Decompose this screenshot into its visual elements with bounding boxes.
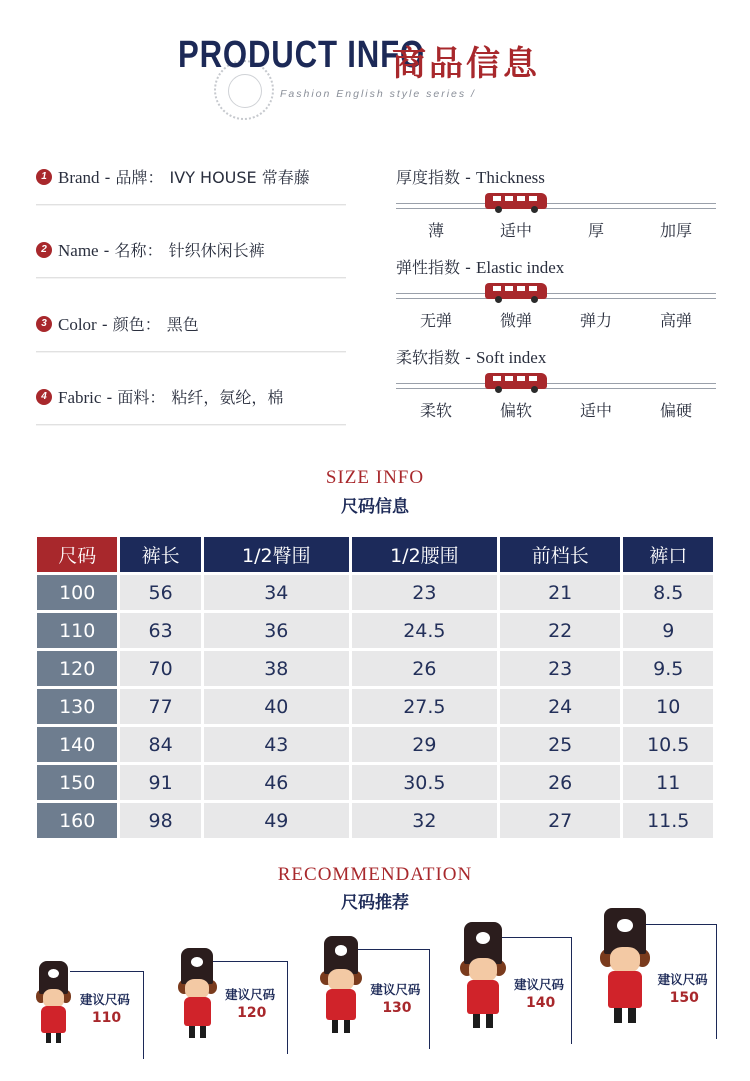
table-cell: 23 bbox=[352, 575, 497, 610]
page-subtitle: Fashion English style series / bbox=[280, 88, 476, 100]
number-badge: 2 bbox=[36, 242, 52, 258]
column-header: 1/2臀围 bbox=[204, 537, 349, 572]
table-cell: 46 bbox=[204, 765, 349, 800]
table-cell: 29 bbox=[352, 727, 497, 762]
suggest-size-label: 建议尺码 bbox=[225, 987, 276, 1002]
size-info-title-cn: 尺码信息 bbox=[341, 497, 409, 517]
info-label-cn: 品牌 bbox=[115, 168, 148, 187]
info-label-en: Color bbox=[58, 315, 97, 334]
table-cell: 26 bbox=[500, 765, 621, 800]
page-title-cn: 商品信息 bbox=[392, 44, 540, 84]
table-cell: 10 bbox=[623, 689, 713, 724]
table-cell: 56 bbox=[120, 575, 200, 610]
table-cell: 100 bbox=[37, 575, 117, 610]
table-cell: 49 bbox=[204, 803, 349, 838]
table-cell: 70 bbox=[120, 651, 200, 686]
elastic-scale bbox=[396, 293, 716, 299]
info-label-en: Brand bbox=[58, 168, 100, 187]
table-cell: 11.5 bbox=[623, 803, 713, 838]
info-value: 粘纤，氨纶，棉 bbox=[171, 388, 284, 407]
table-cell: 91 bbox=[120, 765, 200, 800]
soft-title: 柔软指数 - Soft index bbox=[396, 348, 547, 367]
suggest-size-value: 120 bbox=[237, 1005, 267, 1021]
recommendation-title: RECOMMENDATION bbox=[277, 864, 473, 885]
guard-figure-icon bbox=[318, 936, 364, 1035]
column-header: 裤口 bbox=[623, 537, 713, 572]
size-info-title: SIZE INFO bbox=[325, 467, 425, 488]
suggest-size-value: 130 bbox=[382, 1000, 412, 1016]
option-label: 薄 bbox=[427, 221, 444, 240]
size-table bbox=[34, 534, 716, 841]
table-cell: 26 bbox=[352, 651, 497, 686]
option-label: 适中 bbox=[499, 221, 532, 240]
number-badge: 3 bbox=[36, 316, 52, 332]
table-cell: 40 bbox=[204, 689, 349, 724]
guard-figure-icon bbox=[598, 908, 652, 1025]
table-cell: 150 bbox=[37, 765, 117, 800]
table-cell: 38 bbox=[204, 651, 349, 686]
option-label: 偏硬 bbox=[659, 401, 692, 420]
column-header: 裤长 bbox=[120, 537, 200, 572]
table-cell: 9 bbox=[623, 613, 713, 648]
suggest-size-label: 建议尺码 bbox=[370, 982, 421, 997]
bus-marker-icon bbox=[485, 373, 547, 389]
thickness-title: 厚度指数 - Thickness bbox=[396, 168, 545, 187]
table-cell: 30.5 bbox=[352, 765, 497, 800]
recommendation-title-cn: 尺码推荐 bbox=[341, 893, 409, 913]
elastic-title: 弹性指数 - Elastic index bbox=[396, 258, 565, 277]
table-cell: 24 bbox=[500, 689, 621, 724]
option-label: 无弹 bbox=[419, 311, 452, 330]
info-value: 黑色 bbox=[166, 315, 199, 334]
info-label-cn: 名称 bbox=[114, 241, 147, 260]
table-cell: 130 bbox=[37, 689, 117, 724]
info-label-en: Fabric bbox=[58, 388, 102, 407]
bus-marker-icon bbox=[485, 193, 547, 209]
guard-figure-icon bbox=[176, 948, 219, 1040]
option-label: 厚 bbox=[587, 221, 604, 240]
table-cell: 21 bbox=[500, 575, 621, 610]
info-label-cn: 颜色 bbox=[112, 315, 145, 334]
option-label: 高弹 bbox=[659, 311, 692, 330]
suggest-size-value: 150 bbox=[669, 990, 699, 1006]
table-cell: 77 bbox=[120, 689, 200, 724]
table-row bbox=[37, 651, 713, 686]
table-cell: 9.5 bbox=[623, 651, 713, 686]
table-cell: 84 bbox=[120, 727, 200, 762]
bus-marker-icon bbox=[485, 283, 547, 299]
table-cell: 110 bbox=[37, 613, 117, 648]
suggest-size-label: 建议尺码 bbox=[79, 992, 130, 1007]
info-color: 3 Color - 颜色： 黑色 bbox=[36, 312, 346, 352]
column-header: 尺码 bbox=[37, 537, 117, 572]
table-row bbox=[37, 727, 713, 762]
table-cell: 160 bbox=[37, 803, 117, 838]
soft-scale bbox=[396, 383, 716, 389]
table-row bbox=[37, 613, 713, 648]
number-badge: 1 bbox=[36, 169, 52, 185]
table-cell: 27.5 bbox=[352, 689, 497, 724]
suggest-size-label: 建议尺码 bbox=[514, 977, 565, 992]
info-name: 2 Name - 名称： 针织休闲长裤 bbox=[36, 238, 346, 278]
info-label-cn: 面料 bbox=[117, 388, 150, 407]
table-row bbox=[37, 689, 713, 724]
table-cell: 10.5 bbox=[623, 727, 713, 762]
table-cell: 36 bbox=[204, 613, 349, 648]
table-cell: 63 bbox=[120, 613, 200, 648]
table-row bbox=[37, 803, 713, 838]
column-header: 1/2腰围 bbox=[352, 537, 497, 572]
info-label-en: Name bbox=[58, 241, 99, 260]
guard-figure-icon bbox=[458, 922, 508, 1030]
table-cell: 140 bbox=[37, 727, 117, 762]
table-cell: 8.5 bbox=[623, 575, 713, 610]
table-cell: 43 bbox=[204, 727, 349, 762]
thickness-scale bbox=[396, 203, 716, 209]
info-fabric: 4 Fabric - 面料： 粘纤，氨纶，棉 bbox=[36, 385, 346, 425]
option-label: 偏软 bbox=[499, 401, 532, 420]
option-label: 柔软 bbox=[419, 401, 452, 420]
table-cell: 32 bbox=[352, 803, 497, 838]
option-label: 微弹 bbox=[499, 311, 532, 330]
option-label: 弹力 bbox=[579, 311, 612, 330]
suggest-size-value: 140 bbox=[526, 995, 556, 1011]
table-row bbox=[37, 765, 713, 800]
page-title: PRODUCT INFO bbox=[178, 34, 425, 76]
suggest-size-label: 建议尺码 bbox=[657, 972, 708, 987]
table-cell: 27 bbox=[500, 803, 621, 838]
guard-figure-icon bbox=[34, 961, 73, 1045]
info-value: 针织休闲长裤 bbox=[168, 241, 265, 260]
option-label: 加厚 bbox=[659, 221, 692, 240]
table-cell: 34 bbox=[204, 575, 349, 610]
number-badge: 4 bbox=[36, 389, 52, 405]
table-cell: 11 bbox=[623, 765, 713, 800]
table-row bbox=[37, 575, 713, 610]
column-header: 前档长 bbox=[500, 537, 621, 572]
table-cell: 120 bbox=[37, 651, 117, 686]
suggest-size-value: 110 bbox=[91, 1010, 122, 1026]
table-cell: 98 bbox=[120, 803, 200, 838]
table-header-row bbox=[37, 537, 713, 572]
table-cell: 24.5 bbox=[352, 613, 497, 648]
table-cell: 22 bbox=[500, 613, 621, 648]
info-value: IVY HOUSE 常春藤 bbox=[169, 168, 310, 187]
table-cell: 23 bbox=[500, 651, 621, 686]
option-label: 适中 bbox=[579, 401, 612, 420]
table-cell: 25 bbox=[500, 727, 621, 762]
info-brand: 1 Brand - 品牌： IVY HOUSE 常春藤 bbox=[36, 165, 346, 205]
